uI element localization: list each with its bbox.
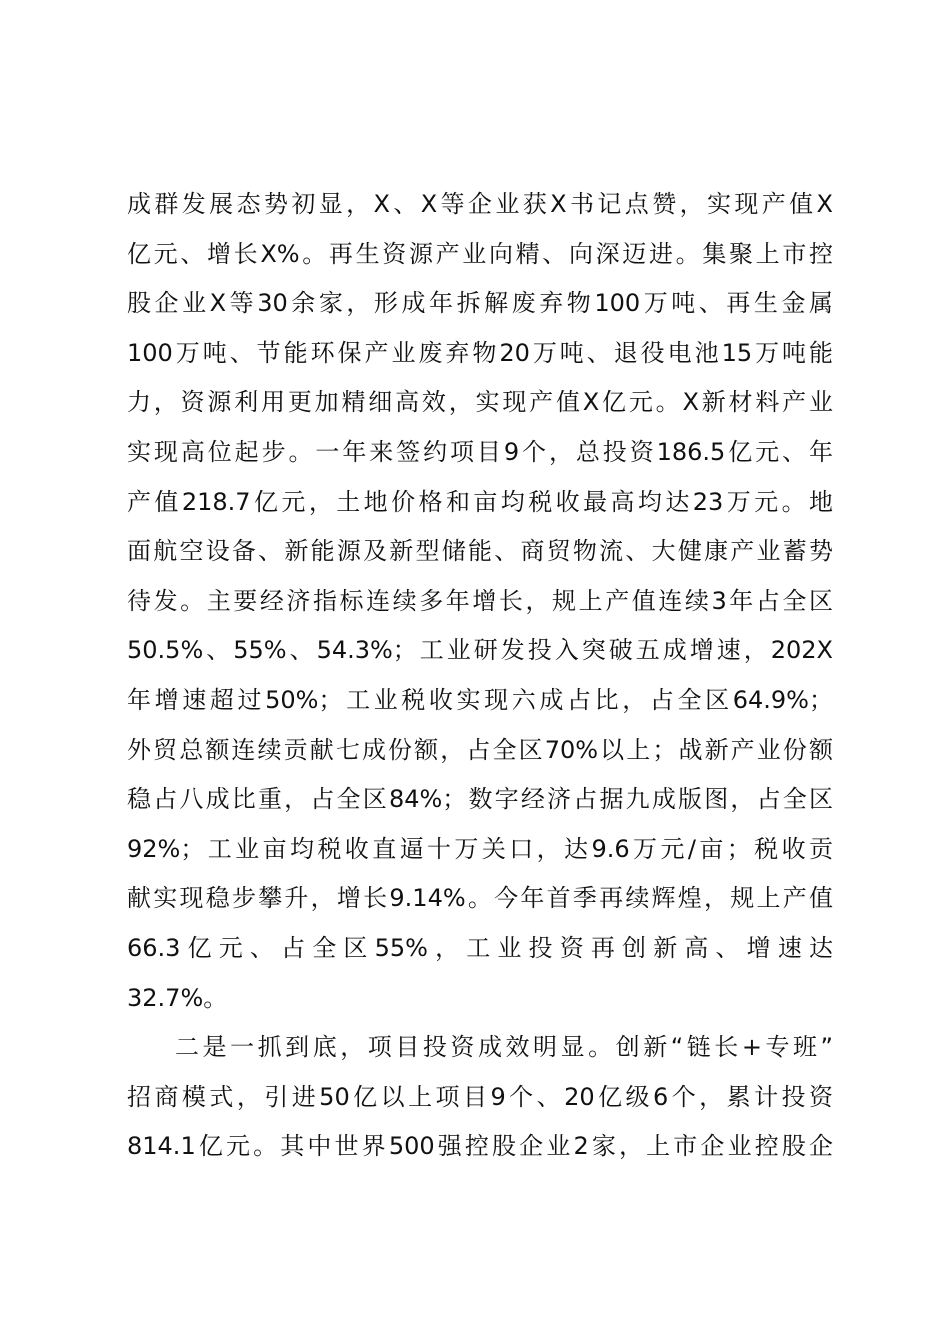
text-line: 股企业X等30余家，形成年拆解废弃物100万吨、再生金属 xyxy=(127,289,833,318)
text-line: 100万吨、节能环保产业废弃物20万吨、退役电池15万吨能 xyxy=(127,338,833,367)
text-line: 50.5%、55%、54.3%；工业研发投入突破五成增速，202X xyxy=(127,636,833,665)
text-line: 招商模式，引进50亿以上项目9个、20亿级6个，累计投资 xyxy=(127,1082,833,1111)
text-line: 亿元、增长X%。再生资源产业向精、向深迈进。集聚上市控 xyxy=(127,239,833,268)
text-line: 92%；工业亩均税收直逼十万关口，达9.6万元/亩；税收贡 xyxy=(127,834,833,863)
text-line: 外贸总额连续贡献七成份额，占全区70%以上；战新产业份额 xyxy=(127,735,833,764)
text-line: 成群发展态势初显，X、X等企业获X书记点赞，实现产值X xyxy=(127,190,833,218)
text-line: 稳占八成比重，占全区84%；数字经济占据九成版图，占全区 xyxy=(127,785,833,814)
text-line: 待发。主要经济指标连续多年增长，规上产值连续3年占全区 xyxy=(127,586,833,615)
text-line: 献实现稳步攀升，增长9.14%。今年首季再续辉煌，规上产值 xyxy=(127,884,833,913)
text-line: 实现高位起步。一年来签约项目9个，总投资186.5亿元、年 xyxy=(127,437,833,466)
text-line: 力，资源利用更加精细高效，实现产值X亿元。X新材料产业 xyxy=(127,388,833,417)
text-line: 814.1亿元。其中世界500强控股企业2家，上市企业控股企 xyxy=(127,1132,833,1161)
text-line: 66.3亿元、占全区55%，工业投资再创新高、增速达 xyxy=(127,933,833,962)
text-line: 二是一抓到底，项目投资成效明显。创新“链长+专班” xyxy=(175,1033,833,1062)
text-line: 产值218.7亿元，土地价格和亩均税收最高均达23万元。地 xyxy=(127,487,833,516)
text-line: 面航空设备、新能源及新型储能、商贸物流、大健康产业蓄势 xyxy=(127,537,833,566)
text-line: 年增速超过50%；工业税收实现六成占比，占全区64.9%； xyxy=(127,685,833,714)
text-line: 32.7%。 xyxy=(127,983,228,1012)
body-text xyxy=(127,180,833,1172)
